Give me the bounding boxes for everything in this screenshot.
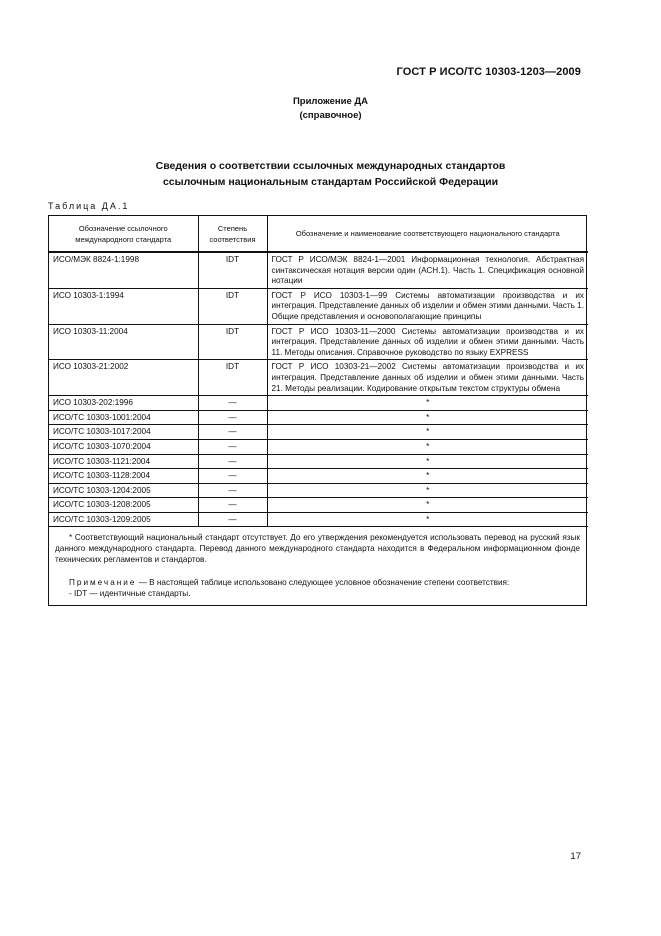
degree-cell: —: [198, 425, 267, 440]
national-standard-cell: *: [267, 483, 588, 498]
table-row: [49, 360, 588, 396]
degree-cell: —: [198, 439, 267, 454]
correspondence-table-grid: [49, 216, 588, 527]
intl-standard-cell: ИСО/ТС 10303-1017:2004: [49, 425, 198, 440]
document-code: ГОСТ Р ИСО/ТС 10303-1203—2009: [396, 66, 581, 78]
correspondence-table: [48, 215, 587, 606]
degree-cell: —: [198, 454, 267, 469]
degree-cell: —: [198, 396, 267, 411]
table-footnote: [49, 527, 586, 605]
table-row: [49, 396, 588, 411]
national-standard-cell: ГОСТ Р ИСО 10303-11—2000 Системы автоматизации производства и их интеграция. Представление данных об изделии и обмен этими данными. Часть 11. Методы описания. Справочное руководство по языку EXPRESS: [267, 324, 588, 360]
header-national-standard: Обозначение и наименование соответствующего национального стандарта: [267, 216, 588, 252]
national-standard-cell: *: [267, 454, 588, 469]
note-paragraph: [55, 577, 580, 588]
national-standard-cell: ГОСТ Р ИСО/МЭК 8824-1—2001 Информационная технология. Абстрактная синтаксическая нотация версии один (АСН.1). Часть 1. Спецификация основной нотации: [267, 252, 588, 288]
national-standard-cell: *: [267, 439, 588, 454]
intl-standard-cell: ИСО/ТС 10303-1204:2005: [49, 483, 198, 498]
intl-standard-cell: ИСО/ТС 10303-1208:2005: [49, 498, 198, 513]
national-standard-cell: ГОСТ Р ИСО 10303-1—99 Системы автоматизации производства и их интеграция. Представление данных об изделии и обмен этими данными. Часть 1. Общие представления и основополагающие принципы: [267, 288, 588, 324]
table-row: [49, 252, 588, 288]
degree-cell: —: [198, 410, 267, 425]
intl-standard-cell: ИСО 10303-1:1994: [49, 288, 198, 324]
table-header-row: [49, 216, 588, 252]
intl-standard-cell: ИСО/МЭК 8824-1:1998: [49, 252, 198, 288]
table-row: [49, 469, 588, 484]
national-standard-cell: *: [267, 512, 588, 527]
table-row: [49, 324, 588, 360]
intl-standard-cell: ИСО/ТС 10303-1001:2004: [49, 410, 198, 425]
national-standard-cell: *: [267, 469, 588, 484]
section-title-line-2: ссылочным национальным стандартам Российской Федерации: [162, 176, 499, 188]
note-item-idt: - IDT — идентичные стандарты.: [69, 589, 191, 599]
national-standard-cell: *: [267, 410, 588, 425]
intl-standard-cell: ИСО/ТС 10303-1070:2004: [49, 439, 198, 454]
note-text: — В настоящей таблице использовано следующее условное обозначение степени соответствия:: [136, 578, 510, 588]
intl-standard-cell: ИСО/ТС 10303-1209:2005: [49, 512, 198, 527]
appendix-note: (справочное): [299, 110, 362, 121]
national-standard-cell: ГОСТ Р ИСО 10303-21—2002 Системы автоматизации производства и их интеграция. Представление данных об изделии и обмен этими данными. Часть 21. Методы реализации. Кодирование открытым текстом структуры обмена: [267, 360, 588, 396]
national-standard-cell: *: [267, 498, 588, 513]
table-row: [49, 512, 588, 527]
degree-cell: —: [198, 498, 267, 513]
section-title: [0, 158, 661, 190]
header-intl-standard: Обозначение ссылочного международного стандарта: [49, 216, 198, 252]
table-row: [49, 425, 588, 440]
table-body: [49, 252, 588, 527]
table-row: [49, 410, 588, 425]
table-label: Таблица ДА.1: [48, 201, 130, 211]
degree-cell: IDT: [198, 288, 267, 324]
table-row: [49, 439, 588, 454]
asterisk-footnote: * Соответствующий национальный стандарт отсутствует. До его утверждения рекомендуется использовать перевод на русский язык данного международного стандарта. Перевод данного международного стандарта находится в Федеральном информационном фонде технических регламентов и стандартов.: [55, 533, 580, 565]
degree-cell: —: [198, 512, 267, 527]
table-row: [49, 498, 588, 513]
intl-standard-cell: ИСО 10303-21:2002: [49, 360, 198, 396]
intl-standard-cell: ИСО 10303-11:2004: [49, 324, 198, 360]
degree-cell: IDT: [198, 324, 267, 360]
section-title-line-1: Сведения о соответствии ссылочных международных стандартов: [155, 160, 506, 172]
national-standard-cell: *: [267, 425, 588, 440]
intl-standard-cell: ИСО/ТС 10303-1128:2004: [49, 469, 198, 484]
degree-cell: IDT: [198, 360, 267, 396]
appendix-title: Приложение ДА: [292, 96, 369, 107]
page-number: 17: [570, 851, 581, 862]
degree-cell: —: [198, 469, 267, 484]
intl-standard-cell: ИСО 10303-202:1996: [49, 396, 198, 411]
note-label: Примечание: [69, 578, 137, 588]
degree-cell: IDT: [198, 252, 267, 288]
table-row: [49, 483, 588, 498]
header-degree: Степень соответствия: [198, 216, 267, 252]
degree-cell: —: [198, 483, 267, 498]
national-standard-cell: *: [267, 396, 588, 411]
table-row: [49, 454, 588, 469]
table-row: [49, 288, 588, 324]
intl-standard-cell: ИСО/ТС 10303-1121:2004: [49, 454, 198, 469]
